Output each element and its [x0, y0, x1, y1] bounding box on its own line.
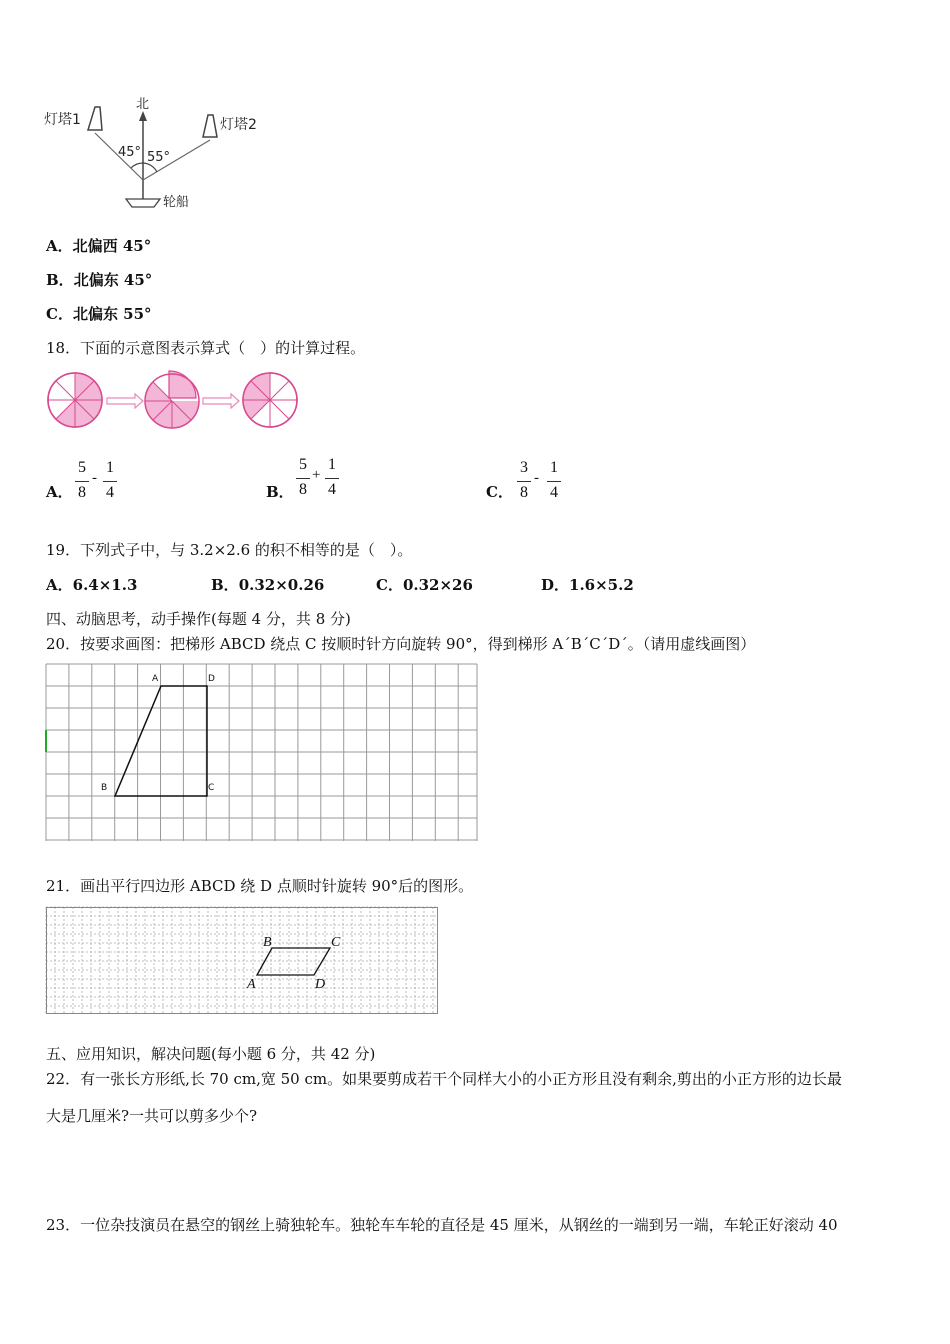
fraction-bar [75, 481, 89, 482]
fraction-denominator: 4 [550, 484, 558, 501]
fraction-numerator: 5 [78, 459, 86, 476]
fraction-denominator: 8 [78, 484, 86, 501]
q20-stem: 20．按要求画图：把梯形 ABCD 绕点 C 按顺时针方向旋转 90°，得到梯形 A´B´C´D´。（请用虚线画图） [46, 635, 756, 653]
operator: + [312, 467, 321, 483]
option-text: 北偏东 45° [73, 271, 153, 289]
q22-line-1: 22．有一张长方形纸,长 70 cm,宽 50 cm。如果要剪成若干个同样大小的小正方形且没有剩余,剪出的小正方形的边长最 [46, 1070, 842, 1088]
q23-line-1: 23．一位杂技演员在悬空的钢丝上骑独轮车。独轮车车轮的直径是 45 厘米，从钢丝的一端到另一端，车轮正好滚动 40 [46, 1216, 838, 1234]
q17-option-b[interactable] [46, 270, 152, 290]
option-letter: C． [46, 305, 73, 323]
option-text: 北偏东 55° [72, 305, 152, 323]
option-letter: C． [486, 483, 513, 501]
q21-grid [46, 907, 439, 1015]
option-letter: B． [266, 483, 294, 501]
fraction-denominator: 4 [106, 484, 114, 501]
ship-icon [126, 199, 160, 207]
option-text: 6.4×1.3 [72, 576, 138, 594]
q18-stem: 18．下面的示意图表示算式（ ）的计算过程。 [46, 339, 366, 357]
angle-45-label: 45° [118, 145, 142, 160]
fraction-bar [517, 481, 531, 482]
ship-label: 轮船 [163, 195, 190, 210]
operator: - [92, 470, 97, 486]
fraction-numerator: 1 [550, 459, 558, 476]
q18-pie-diagram [45, 368, 305, 432]
north-arrow-icon [139, 111, 147, 121]
section-4-heading: 四、动脑思考，动手操作(每题 4 分，共 8 分) [46, 610, 351, 628]
option-letter: A． [46, 483, 73, 501]
fraction-numerator: 5 [299, 456, 307, 473]
q17-option-a[interactable] [46, 236, 151, 256]
q17-option-c[interactable] [46, 304, 152, 324]
lighthouse-1-icon [88, 107, 102, 130]
fraction-numerator: 1 [106, 459, 114, 476]
north-label: 北 [136, 97, 150, 112]
vertex-b-label: B [101, 783, 108, 793]
fraction-bar [296, 478, 310, 479]
option-letter: B． [211, 576, 239, 594]
pie-1 [48, 373, 102, 427]
pie-2 [145, 371, 199, 428]
option-text: 0.32×26 [402, 576, 473, 594]
fraction-denominator: 8 [299, 481, 307, 498]
q19-option-c[interactable] [376, 575, 473, 595]
vertex-a-label: A [152, 674, 159, 684]
lighthouse-2-icon [203, 115, 217, 137]
arrow-right-icon [203, 394, 239, 408]
q19-option-b[interactable] [211, 575, 324, 595]
q20-grid [46, 664, 478, 842]
q19-option-a[interactable] [46, 575, 137, 595]
vertex-d-label: D [208, 674, 215, 684]
q21-stem: 21．画出平行四边形 ABCD 绕 D 点顺时针旋转 90°后的图形。 [46, 877, 474, 895]
vertex-c-label: C [208, 783, 215, 793]
fraction-bar [547, 481, 561, 482]
option-text: 1.6×5.2 [569, 576, 634, 594]
vertex-b-label: B [263, 935, 272, 950]
vertex-d-label: D [315, 977, 326, 992]
vertex-c-label: C [331, 935, 341, 950]
option-letter: A． [46, 237, 73, 255]
vertex-a-label: A [247, 977, 256, 992]
lighthouse-2-label: 灯塔2 [220, 117, 257, 133]
option-letter: B． [46, 271, 74, 289]
fraction-denominator: 4 [328, 481, 336, 498]
q19-stem: 19．下列式子中，与 3.2×2.6 的积不相等的是（ ）。 [46, 541, 413, 559]
fraction-bar [325, 478, 339, 479]
option-letter: C． [376, 576, 403, 594]
fraction-numerator: 1 [328, 456, 336, 473]
lighthouse-1-label: 灯塔1 [44, 112, 81, 128]
option-text: 北偏西 45° [72, 237, 152, 255]
fraction-bar [103, 481, 117, 482]
operator: - [534, 470, 539, 486]
option-text: 0.32×0.26 [238, 576, 325, 594]
fraction-numerator: 3 [520, 459, 528, 476]
angle-55-label: 55° [147, 150, 171, 165]
section-5-heading: 五、应用知识，解决问题(每小题 6 分，共 42 分) [46, 1045, 376, 1063]
fraction-denominator: 8 [520, 484, 528, 501]
q17-figure [40, 95, 280, 220]
q22-line-2: 大是几厘米?一共可以剪多少个? [46, 1107, 258, 1125]
option-letter: A． [46, 576, 73, 594]
pie-3 [243, 373, 297, 427]
option-letter: D． [541, 576, 570, 594]
arrow-right-icon [107, 394, 143, 408]
q19-option-d[interactable] [541, 575, 634, 595]
